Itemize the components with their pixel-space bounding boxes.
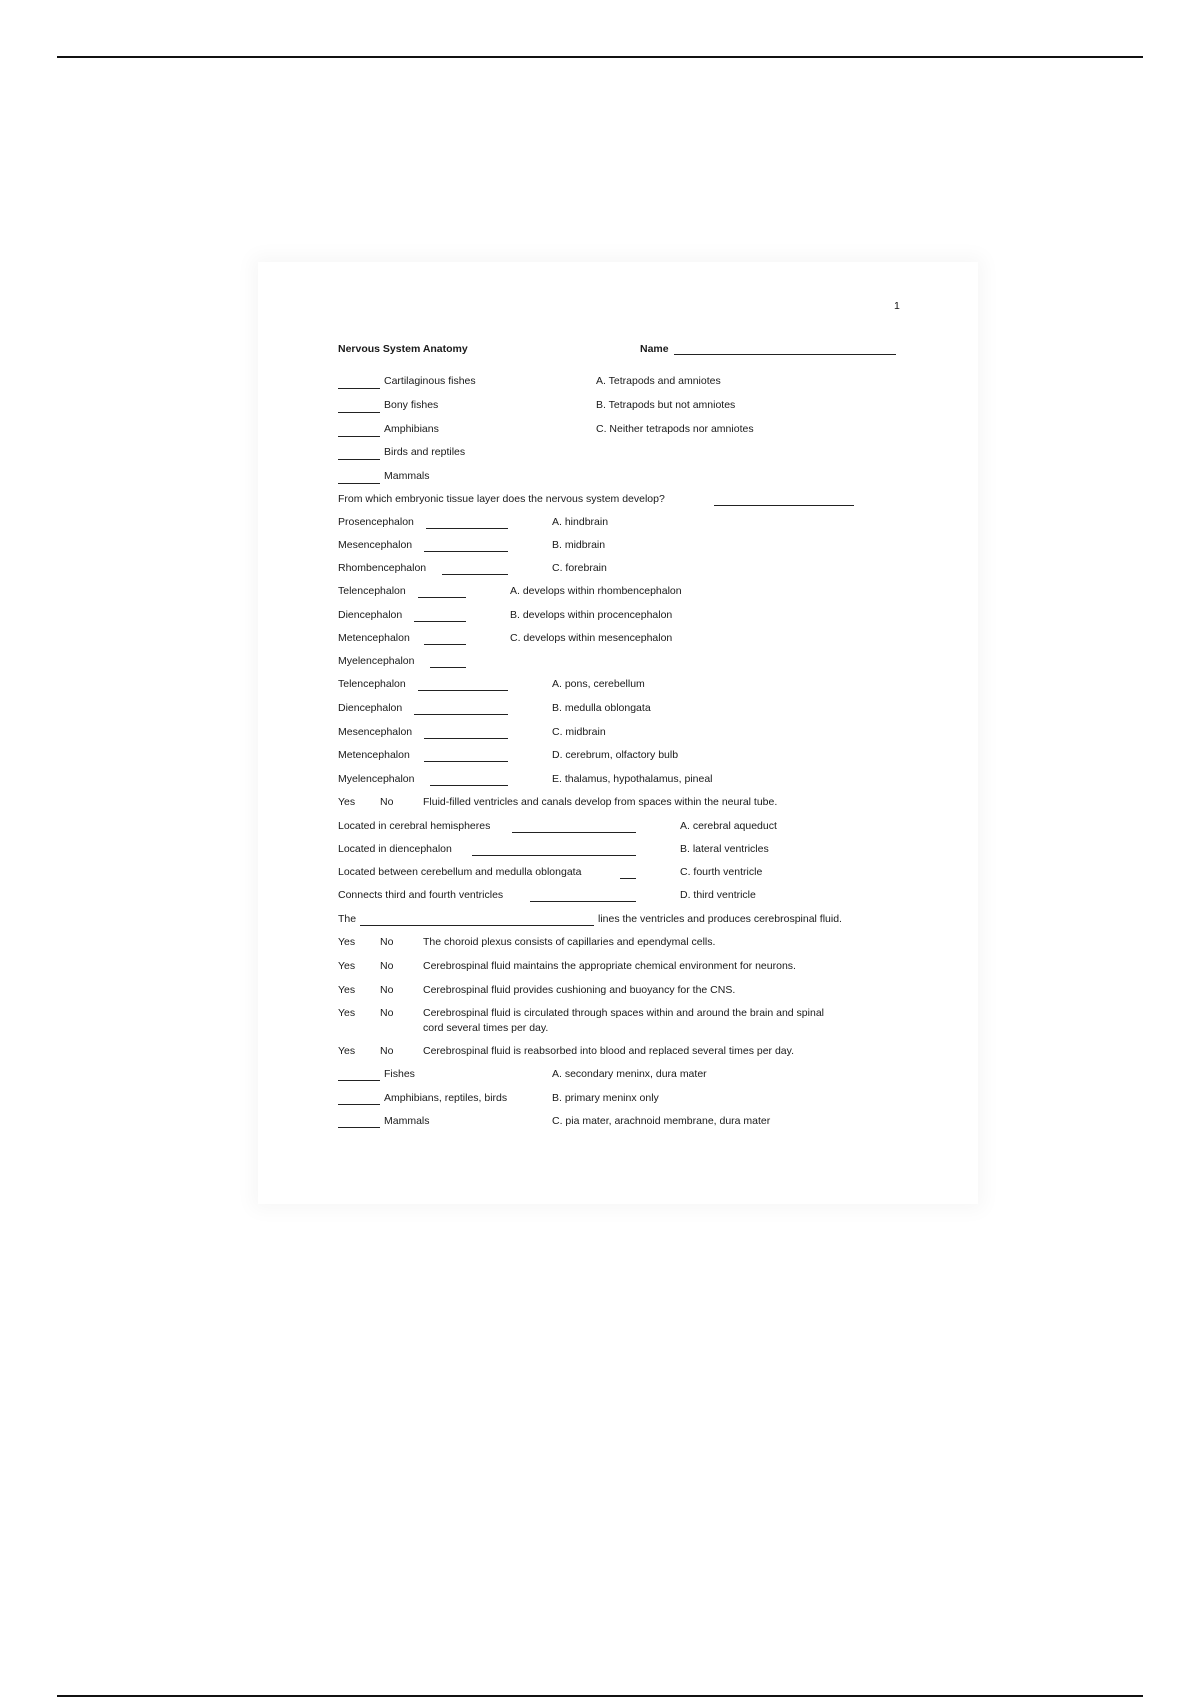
match-option: C. fourth ventricle xyxy=(680,866,763,878)
match-item: Located in cerebral hemispheres xyxy=(338,820,491,832)
worksheet-page xyxy=(258,262,978,1204)
match-item: Bony fishes xyxy=(384,399,439,411)
answer-blank[interactable] xyxy=(414,621,466,622)
statement-text: Cerebrospinal fluid is reabsorbed into blood and replaced several times per day. xyxy=(423,1045,795,1057)
match-item: Myelencephalon xyxy=(338,773,415,785)
answer-blank[interactable] xyxy=(338,412,380,413)
statement-text-continued: cord several times per day. xyxy=(423,1022,549,1034)
match-item: Metencephalon xyxy=(338,749,410,761)
no-option[interactable]: No xyxy=(380,1045,394,1057)
question-text: From which embryonic tissue layer does the nervous system develop? xyxy=(338,493,665,505)
no-option[interactable]: No xyxy=(380,984,394,996)
match-option: D. cerebrum, olfactory bulb xyxy=(552,749,679,761)
match-item: Mesencephalon xyxy=(338,539,413,551)
answer-blank[interactable] xyxy=(338,483,380,484)
answer-blank[interactable] xyxy=(424,551,508,552)
answer-blank[interactable] xyxy=(424,761,508,762)
name-field[interactable] xyxy=(674,354,896,355)
answer-blank[interactable] xyxy=(338,459,380,460)
statement-text: Cerebrospinal fluid provides cushioning and buoyancy for the CNS. xyxy=(423,984,736,996)
name-label: Name xyxy=(640,343,669,355)
fill-in-suffix: lines the ventricles and produces cerebrospinal fluid. xyxy=(598,913,842,925)
answer-blank[interactable] xyxy=(430,785,508,786)
yes-option[interactable]: Yes xyxy=(338,936,356,948)
match-item: Connects third and fourth ventricles xyxy=(338,889,504,901)
no-option[interactable]: No xyxy=(380,1007,394,1019)
answer-blank[interactable] xyxy=(530,901,636,902)
yes-option[interactable]: Yes xyxy=(338,796,356,808)
answer-blank[interactable] xyxy=(338,1080,380,1081)
match-item: Mammals xyxy=(384,470,430,482)
yes-option[interactable]: Yes xyxy=(338,960,356,972)
match-item: Located between cerebellum and medulla oblongata xyxy=(338,866,582,878)
answer-blank[interactable] xyxy=(512,832,636,833)
match-item: Fishes xyxy=(384,1068,415,1080)
answer-blank[interactable] xyxy=(430,667,466,668)
match-item: Diencephalon xyxy=(338,702,403,714)
statement-text: Fluid-filled ventricles and canals develop from spaces within the neural tube. xyxy=(423,796,778,808)
page-number: 1 xyxy=(894,300,900,312)
answer-blank[interactable] xyxy=(418,690,508,691)
statement-text: Cerebrospinal fluid maintains the appropriate chemical environment for neurons. xyxy=(423,960,796,972)
answer-blank[interactable] xyxy=(424,644,466,645)
statement-text: Cerebrospinal fluid is circulated through spaces within and around the brain and spinal xyxy=(423,1007,824,1019)
fill-in-prefix: The xyxy=(338,913,357,925)
match-option: B. lateral ventricles xyxy=(680,843,769,855)
bottom-rule xyxy=(57,1695,1143,1697)
answer-blank[interactable] xyxy=(414,714,508,715)
yes-option[interactable]: Yes xyxy=(338,1045,356,1057)
answer-blank[interactable] xyxy=(714,505,854,506)
match-option: A. Tetrapods and amniotes xyxy=(596,375,721,387)
match-option: A. cerebral aqueduct xyxy=(680,820,777,832)
no-option[interactable]: No xyxy=(380,960,394,972)
match-option: C. forebrain xyxy=(552,562,607,574)
match-option: E. thalamus, hypothalamus, pineal xyxy=(552,773,713,785)
match-item: Birds and reptiles xyxy=(384,446,466,458)
match-item: Telencephalon xyxy=(338,678,406,690)
match-item: Amphibians xyxy=(384,423,439,435)
match-item: Diencephalon xyxy=(338,609,403,621)
answer-blank[interactable] xyxy=(620,878,636,879)
yes-option[interactable]: Yes xyxy=(338,1007,356,1019)
match-option: B. midbrain xyxy=(552,539,606,551)
no-option[interactable]: No xyxy=(380,796,394,808)
match-item: Myelencephalon xyxy=(338,655,415,667)
answer-blank[interactable] xyxy=(424,738,508,739)
match-item: Telencephalon xyxy=(338,585,406,597)
match-option: C. pia mater, arachnoid membrane, dura mater xyxy=(552,1115,771,1127)
match-option: A. pons, cerebellum xyxy=(552,678,645,690)
top-rule xyxy=(57,56,1143,58)
match-option: C. develops within mesencephalon xyxy=(510,632,673,644)
yes-option[interactable]: Yes xyxy=(338,984,356,996)
worksheet-title: Nervous System Anatomy xyxy=(338,343,468,355)
match-item: Prosencephalon xyxy=(338,516,414,528)
answer-blank[interactable] xyxy=(360,925,594,926)
match-option: C. Neither tetrapods nor amniotes xyxy=(596,423,754,435)
match-option: B. medulla oblongata xyxy=(552,702,651,714)
answer-blank[interactable] xyxy=(472,855,636,856)
answer-blank[interactable] xyxy=(418,597,466,598)
answer-blank[interactable] xyxy=(338,436,380,437)
answer-blank[interactable] xyxy=(338,1104,380,1105)
answer-blank[interactable] xyxy=(442,574,508,575)
match-item: Mesencephalon xyxy=(338,726,413,738)
match-item: Amphibians, reptiles, birds xyxy=(384,1092,508,1104)
statement-text: The choroid plexus consists of capillaries and ependymal cells. xyxy=(423,936,716,948)
match-item: Located in diencephalon xyxy=(338,843,452,855)
match-option: A. secondary meninx, dura mater xyxy=(552,1068,707,1080)
match-option: B. Tetrapods but not amniotes xyxy=(596,399,736,411)
answer-blank[interactable] xyxy=(338,388,380,389)
match-option: B. primary meninx only xyxy=(552,1092,659,1104)
match-option: B. develops within procencephalon xyxy=(510,609,673,621)
match-item: Metencephalon xyxy=(338,632,410,644)
match-item: Cartilaginous fishes xyxy=(384,375,476,387)
match-item: Rhombencephalon xyxy=(338,562,427,574)
match-item: Mammals xyxy=(384,1115,430,1127)
match-option: C. midbrain xyxy=(552,726,606,738)
answer-blank[interactable] xyxy=(426,528,508,529)
match-option: D. third ventricle xyxy=(680,889,756,901)
match-option: A. hindbrain xyxy=(552,516,609,528)
answer-blank[interactable] xyxy=(338,1127,380,1128)
no-option[interactable]: No xyxy=(380,936,394,948)
match-option: A. develops within rhombencephalon xyxy=(510,585,682,597)
